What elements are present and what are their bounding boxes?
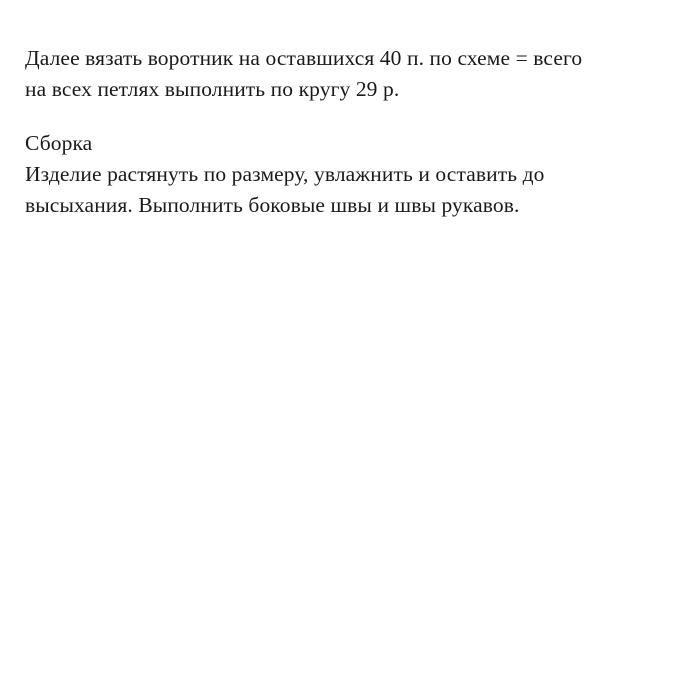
collar-paragraph bbox=[25, 43, 675, 105]
collar-line-2: на всех петлях выполнить по кругу 29 р. bbox=[25, 77, 400, 101]
assembly-heading: Сборка bbox=[25, 131, 93, 155]
assembly-section bbox=[25, 128, 675, 221]
assembly-line-2: высыхания. Выполнить боковые швы и швы рукавов. bbox=[25, 193, 520, 217]
assembly-line-1: Изделие растянуть по размеру, увлажнить и оставить до bbox=[25, 162, 545, 186]
collar-line-1: Далее вязать воротник на оставшихся 40 п. по схеме = всего bbox=[25, 46, 583, 70]
